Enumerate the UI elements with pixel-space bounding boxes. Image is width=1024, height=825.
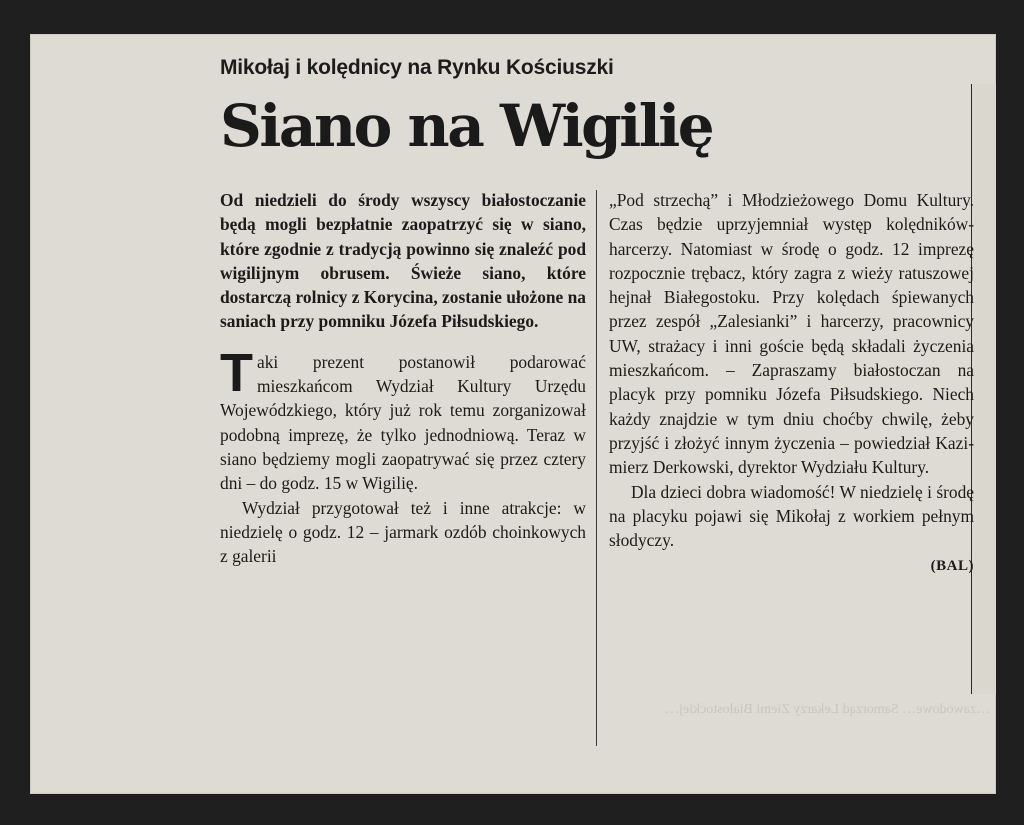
- article-paragraph-2-cont: „Pod strzechą” i Młodzieżowego Domu Kultury. Czas będzie uprzyjemniał występ kolędników-harcerzy. Natomiast w środę o godz. 12 imprezę rozpocznie trębacz, który zagra z wieży ratuszowej hejnał Białegostoku. Przy kolędach śpiewanych przez zespół „Zalesianki” i harcerzy, pracownicy UW, strażacy i inni goście będą składali życzenia mieszkańcom. – Zapraszamy białostoczan na placyk przy pomniku Józefa Piłsudskiego. Niech każdy znajdzie w tym dniu choćby chwilę, żeby przyjść i złożyć innym życzenia – powiedział Kazimierz Derkowski, dyrektor Wydziału Kultury.: [609, 190, 974, 478]
- article-byline: (BAL): [930, 558, 974, 575]
- drop-cap: T: [220, 342, 253, 403]
- article-headline: Siano na Wigilię: [220, 92, 713, 160]
- bleed-through-text: …zawodowe… Samorząd Lekarzy Ziemi Białostockiej…: [664, 702, 990, 717]
- article-lead: Od niedzieli do środy wszyscy białostoczanie będą mogli bezpłatnie zaopatrzyć się w siano, które zgodnie z tradycją powinno się znaleźć pod wigilijnym obrusem. Świeże siano, które dostarczą rolnicy z Korycina, zostanie ułożone na saniach przy pomniku Józefa Piłsudskiego.: [220, 190, 586, 332]
- newspaper-clipping: [30, 34, 996, 794]
- article-paragraph-3: Dla dzieci dobra wiadomość! W niedzielę i środę na placyku pojawi się Mikołaj z workiem pełnym słodyczy.: [609, 481, 974, 551]
- column-left: [220, 188, 586, 568]
- article-kicker: Mikołaj i kolędnicy na Rynku Kościuszki: [220, 56, 614, 79]
- paper-edge: [971, 84, 996, 694]
- article-paragraph-2-start: Wydział przygotował też i inne atrakcje: w niedzielę o godz. 12 – jarmark ozdób choinkowych z galerii: [220, 497, 586, 567]
- article-paragraph-1: Taki prezent postanowił podarować mieszkańcom Wydział Kultury Urzędu Wojewódzkiego, który już rok temu zorganizował podobną imprezę, że tylko jednodniową. Teraz w siano będziemy mogli zaopatrywać się przez cztery dni – do godz. 15 w Wigilię.: [220, 342, 586, 494]
- column-divider: [596, 190, 597, 746]
- column-right: [609, 188, 974, 579]
